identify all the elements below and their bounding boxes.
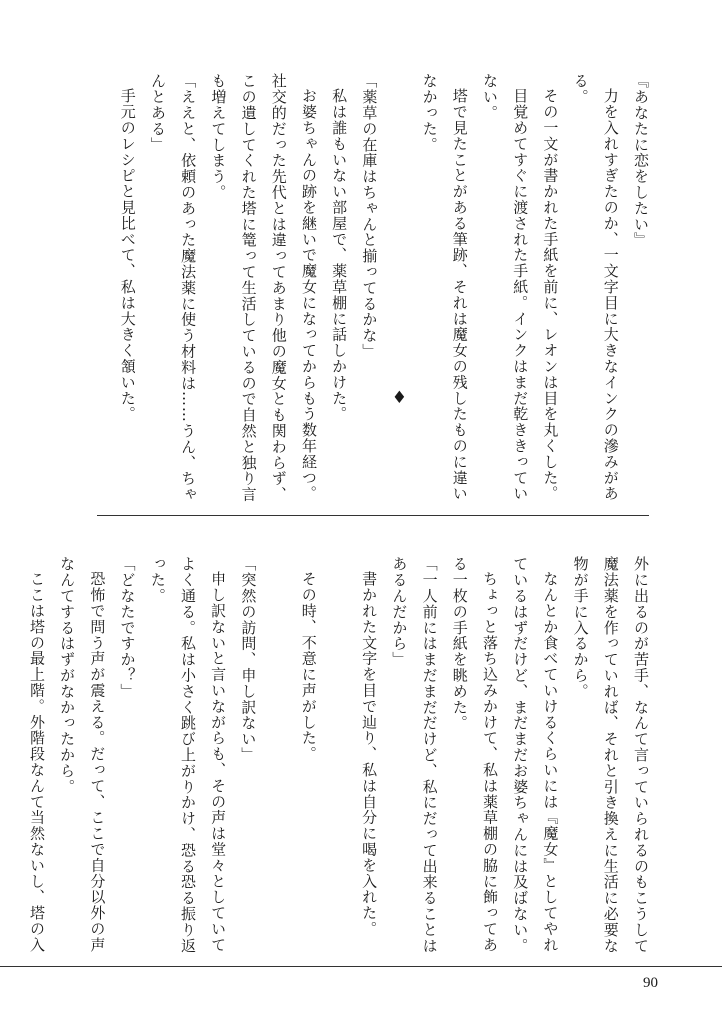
paragraph: 『あなたに恋をしたい』 [632, 73, 650, 248]
paragraph: 恐怖で問う声が震える。だって、ここで自分以外の声なんてするはずがなかったから。 [58, 556, 107, 953]
blank-line [263, 556, 293, 956]
paragraph: ちょっと落ち込みかけて、私は薬草棚の脇に飾ってある一枚の手紙を眺めた。 [450, 556, 499, 953]
paragraph: 目覚めてすぐに渡された手紙。インクはまだ乾ききっていない。 [480, 73, 530, 502]
paragraph: 書かれた文字を目で辿り、私は自分に喝を入れた。 [360, 571, 379, 937]
page-number: 90 [643, 975, 658, 991]
paragraph: 申し訳ないと言いながらも、その声は堂々としていてよく通る。私は小さく跳び上がりかけ、恐る恐る振り返った。 [148, 556, 228, 954]
paragraph: ここは塔の最上階。外階段なんて当然ないし、塔の入 [27, 571, 46, 953]
paragraph: お婆ちゃんの跡を継いで魔女になってからもう数年経つ。社交的だった先代とは違ってあまり他の魔女とも関わらず、この遺してくれた塔に篭って生活しているので自然と独り言も増えてしまう。 [209, 73, 318, 503]
paragraph: 「突然の訪問、申し訳ない」 [239, 556, 258, 763]
section-divider [97, 515, 649, 516]
paragraph: なんとか食べていけるくらいには『魔女』としてやれているはずだけど、まだまだお婆ちゃんには及ばない。 [511, 556, 560, 954]
paragraph: 力を入れすぎたのか、一文字目に大きなインクの滲みがある。 [571, 73, 620, 502]
paragraph: 外に出るのが苦手、なんて言っていられるのもこうして魔法薬を作っていれば、それと引き換えに生活に必要な物が手に入るから。 [571, 556, 650, 954]
paragraph: 私は誰もいない部屋で、薬草棚に話しかけた。 [330, 88, 349, 422]
paragraph: 「一人前にはまだまだだけど、私にだって出来ることはあるんだから」 [390, 556, 439, 954]
scene-break [384, 73, 414, 513]
footer-rule [0, 966, 722, 967]
diamond-icon: ♦ [389, 387, 410, 409]
paragraph: 塔で見たことがある筆跡、それは魔女の残したものに違いなかった。 [420, 73, 469, 502]
paragraph: 「ええと、依頼のあった魔法薬に使う材料は……うん、ちゃんとある」 [148, 73, 198, 503]
paragraph: 「どなたですか？」 [118, 556, 137, 700]
bottom-text-block [27, 556, 656, 956]
blank-line [324, 556, 354, 956]
paragraph: 手元のレシピと見比べて、私は大きく頷いた。 [118, 88, 137, 422]
top-text-block [56, 73, 656, 513]
paragraph: その一文が書かれた手紙を前に、レオンは目を丸くした。 [541, 88, 560, 502]
paragraph: 「薬草の在庫はちゃんと揃ってるかな」 [360, 73, 379, 360]
paragraph: その時、不意に声がした。 [299, 571, 318, 762]
